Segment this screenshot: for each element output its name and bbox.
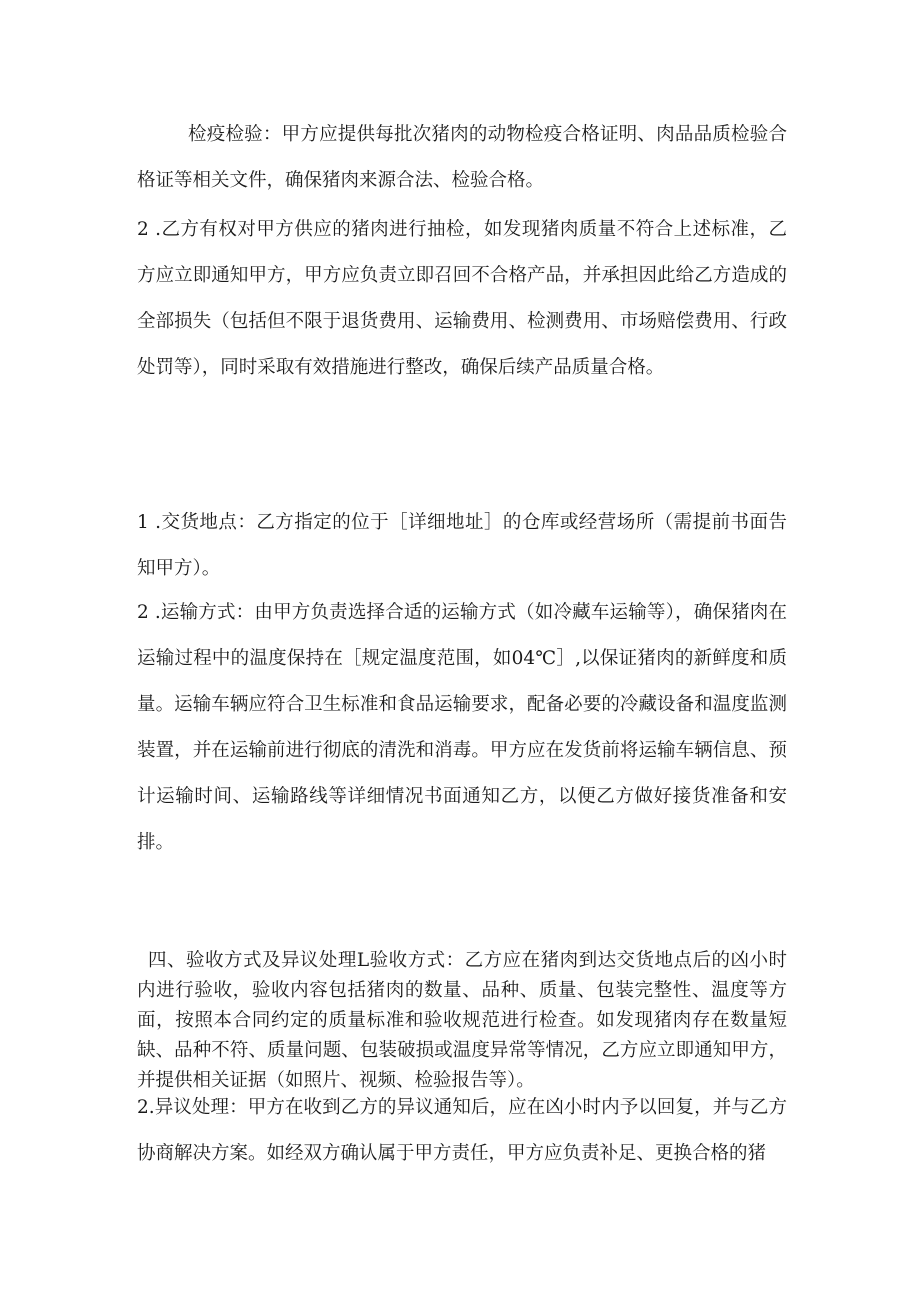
paragraph-spot-check: 2 .乙方有权对甲方供应的猪肉进行抽检，如发现猪肉质量不符合上述标准，乙方应立即通知甲方，甲方应负责立即召回不合格产品，并承担因此给乙方造成的全部损失（包括但不限于退货费用、运输费用、检测费用、市场赔偿费用、行政处罚等），同时采取有效措施进行整改，确保后续产品质量合格。 [137,219,787,378]
paragraph-acceptance-method: 四、验收方式及异议处理L验收方式：乙方应在猪肉到达交货地点后的凶小时内进行验收，验收内容包括猪肉的数量、品种、质量、包装完整性、温度等方面，按照本合同约定的质量标准和验收规范进行检查。如发现猪肉存在数量短缺、品种不符、质量问题、包装破损或温度异常等情况，乙方应立即通知甲方，并提供相关证据（如照片、视频、检验报告等）。 [137,950,787,1091]
paragraph-delivery-location: 1 .交货地点：乙方指定的位于［详细地址］的仓库或经营场所（需提前书面告知甲方）。 [137,512,787,579]
paragraph-quarantine-inspection: 检疫检验：甲方应提供每批次猪肉的动物检疫合格证明、肉品品质检验合格证等相关文件，确保猪肉来源合法、检验合格。 [137,124,787,191]
paragraph-objection-handling: 2.异议处理：甲方在收到乙方的异议通知后，应在凶小时内予以回复，并与乙方协商解决方案。如经双方确认属于甲方责任，甲方应负责补足、更换合格的猪 [137,1097,787,1164]
paragraph-transport-method: 2 .运输方式：由甲方负责选择合适的运输方式（如冷藏车运输等），确保猪肉在运输过程中的温度保持在［规定温度范围，如04℃］,以保证猪肉的新鲜度和质量。运输车辆应符合卫生标准和食品运输要求，配备必要的冷藏设备和温度监测装置，并在运输前进行彻底的清洗和消毒。甲方应在发货前将运输车辆信息、预计运输时间、运输路线等详细情况书面通知乙方，以便乙方做好接货准备和安排。 [137,602,787,853]
